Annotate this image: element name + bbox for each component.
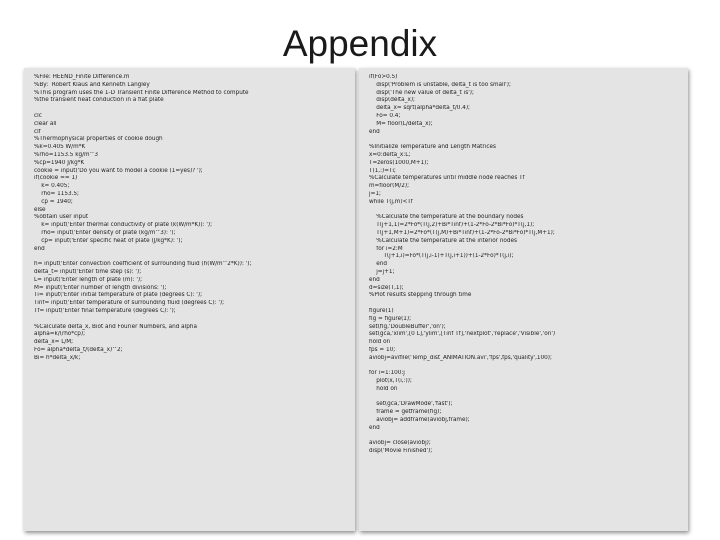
code-line: Tf= input('Enter final temperature (degrees C): '); [34,307,176,314]
code-line: %k=0.405 W/m*K [34,144,86,151]
code-line: figure(1) [369,307,394,314]
code-line: %Calculate delta_x, Biot and Fourier Numbers, and alpha [34,323,197,330]
code-line: T=zeros(1000,M+1); [369,159,429,166]
code-line: end [34,245,45,252]
code-line [359,394,688,402]
code-line: disp('The new value of delta_t is'); [369,89,474,96]
code-line [359,433,688,441]
code-line: delta_x= sqrt(alpha*delta_t/0.4); [369,105,470,112]
code-line: cp = 1940; [34,198,73,205]
code-line: Ti= input('Enter initial temperature of plate (degrees C): '); [34,292,202,299]
code-line: fps = 10; [369,346,396,353]
code-line: fig = figure(1); [369,315,412,322]
code-line: hold on [369,339,391,346]
code-line [359,136,688,144]
code-line: M= input('Enter number of length divisions: '); [34,284,167,291]
code-line: aviobj=avifile('Temp_dist_ANIMATION.avi','fps',fps,'quality',100); [369,354,552,361]
code-line: %Calculate the temperature at the interior nodes [369,237,517,244]
code-line: Fo= 0.4; [369,112,401,119]
slide-title: Appendix [282,23,438,64]
code-line: Bi= h*delta_x/k; [34,354,81,361]
code-line: clear all [34,120,57,127]
code-line: aviobj= close(aviobj); [369,440,431,447]
code-line: %Initialize Temperature and Length Matrices [369,144,496,151]
code-line [24,316,355,324]
code-line: disp('Problem is unstable, delta_t is too small'); [369,81,511,88]
code-line: %Calculate the temperature at the boundary nodes [369,214,524,221]
code-line: %Thermophysical properties of cookie dough [34,136,163,143]
code-line: M= floor(L/delta_x); [369,120,433,127]
code-line: %File: HEEND_Finite Difference.m [34,74,130,80]
code-line: %This program uses the 1-D Transient Finite Difference Method to compute [34,89,249,96]
code-line: T(j+1,M+1)=2*Fo*(T(j,M)+Bi*Tinf)+(1-2*Fo-2*Bi*Fo)*T(j,M+1); [369,229,555,236]
code-line: j=j+1; [369,268,395,275]
code-line: %Calculate temperatures until middle node reaches Tf [369,175,525,182]
code-line: %cp=1940 J/kg*K [34,159,85,166]
code-line: end [369,128,380,135]
code-line: while T(j,m)<Tf [369,198,413,205]
code-line [359,300,688,308]
code-line: end [369,261,387,268]
code-line: clf [34,128,41,135]
code-line: L= input('Enter length of plate (m): '); [34,276,143,283]
code-block-left [24,68,355,531]
code-line [24,105,355,113]
code-line: for i=1:100:j [369,370,405,377]
code-line: rho= input('Enter density of plate (kg/m^3): '); [34,229,176,236]
code-line: for i=2:M [369,245,403,252]
code-line: cookie = input('Do you want to model a cookie (1=yes)? '); [34,167,203,174]
code-line: set(gca,'DrawMode','fast'); [369,401,453,408]
code-line: %By: Robert Klaus and Kenneth Langley [34,81,150,88]
code-line: delta_t= input('Enter time step (s): '); [34,268,142,275]
code-line: %the transient heat conduction in a flat plate [34,97,164,104]
code-line: cp= input('Enter specific heat of plate (J/kg*K): '); [34,237,183,244]
code-line: h= input('Enter convection coefficient of surrounding fluid (h(W/m^2*K)): '); [34,261,252,268]
code-line: k= 0.405; [34,183,70,190]
code-line: end [369,424,380,431]
code-line: hold on [369,385,398,392]
code-line: if(Fo>0.5) [369,74,398,80]
code-line: rho= 1153.5; [34,190,79,197]
code-line: plot(x,T(i,:)); [369,378,412,385]
code-line: T(j+1,1)=2*Fo*(T(j,2)+Bi*Tinf)+(1-2*Fo-2*Bi*Fo)*T(j,1); [369,222,535,229]
code-line: frame = getframe(fig); [369,409,442,416]
code-line: Fo= alpha*delta_t/(delta_x)^2; [34,346,123,353]
code-line: d=size(T,1); [369,284,404,291]
code-line: Tinf= input('Enter temperature of surrounding fluid (degrees C): '); [34,300,225,307]
code-line: if(cookie == 1) [34,175,78,182]
code-line: disp('Movie Finished'); [369,448,433,455]
code-line: %rho=1153.5 kg/m^3 [34,151,98,158]
code-line: m=floor(M/2); [369,183,409,190]
code-line: j=1; [369,190,381,197]
code-line [24,253,355,261]
code-line: T(j+1,i)=Fo*(T(j,i-1)+T(j,i+1))+(1-2*Fo)*T(j,i); [369,253,514,260]
code-line: %obtain user input [34,214,89,221]
code-line: disp(delta_x); [369,97,415,104]
code-line [359,207,688,215]
code-line: end [369,276,380,283]
code-line: delta_x= L/M; [34,339,74,346]
code-line: k= input('Enter thermal conductivity of plate (k(W/m*K)): '); [34,222,213,229]
code-line: else [34,206,46,213]
code-line: set(gca,'xlim',[0 L],'ylim',[Tinf Tf],'nextplot','replace','Visible','on') [369,331,556,338]
code-line: %Plot results stepping through time [369,292,472,299]
code-line: aviobj= addframe(aviobj,frame); [369,417,470,424]
code-line: alpha=k/(rho*cp); [34,331,85,338]
code-block-right [359,68,688,531]
code-line [359,362,688,370]
code-line: set(fig,'DoubleBuffer','on'); [369,323,446,330]
code-line: x=0:delta_x:L; [369,151,411,158]
code-line: clc [34,112,42,119]
code-line: T(1,:)=Ti; [369,167,396,174]
